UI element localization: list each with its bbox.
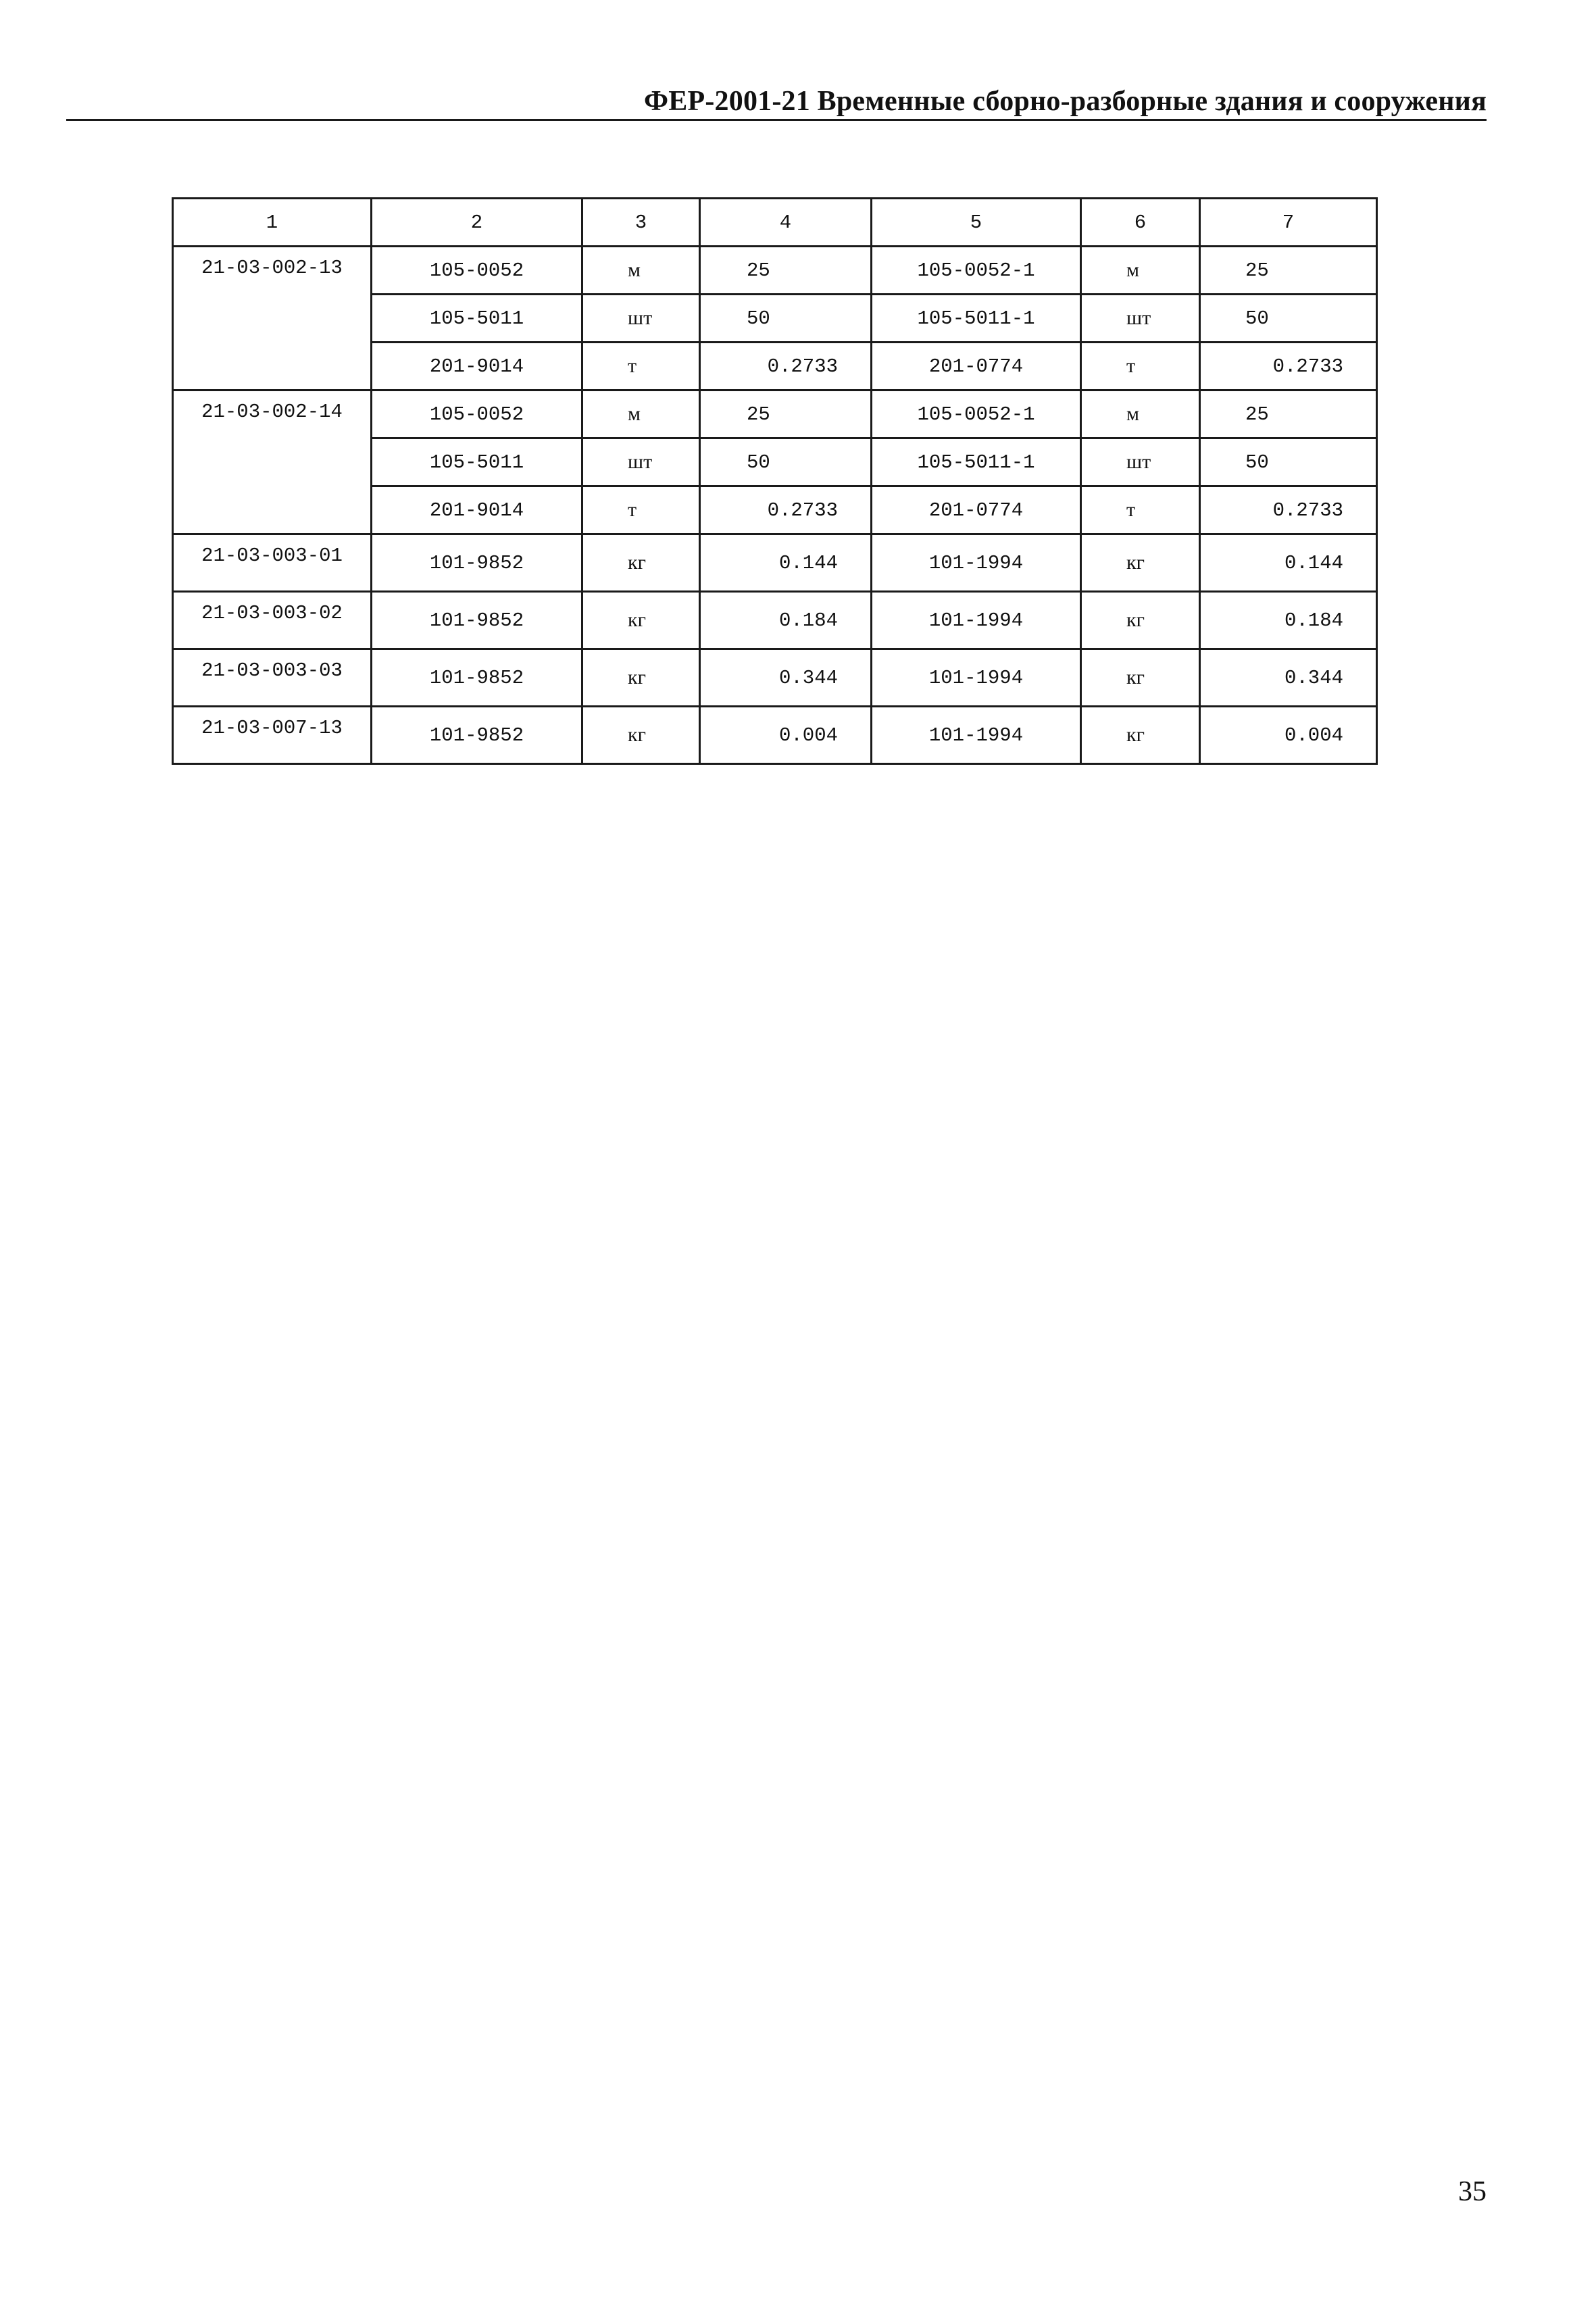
quantity-cell: 50 bbox=[700, 438, 872, 486]
unit-cell bbox=[582, 247, 700, 295]
column-header: 4 bbox=[700, 199, 872, 247]
replacement-unit-cell bbox=[1081, 295, 1200, 343]
replacement-quantity-cell: 0.184 bbox=[1200, 592, 1377, 649]
column-header: 3 bbox=[582, 199, 700, 247]
rate-code-cell: 21-03-003-03 bbox=[173, 649, 372, 707]
replacement-unit-cell bbox=[1081, 649, 1200, 707]
table-row bbox=[173, 247, 1377, 295]
unit-cell bbox=[582, 391, 700, 438]
rate-code-cell: 21-03-003-02 bbox=[173, 592, 372, 649]
table-body bbox=[173, 199, 1377, 764]
unit-label: кг bbox=[628, 665, 646, 688]
replacement-unit-cell bbox=[1081, 247, 1200, 295]
replacement-quantity-cell: 25 bbox=[1200, 391, 1377, 438]
resource-code-cell: 101-9852 bbox=[372, 534, 582, 592]
replacement-code-cell: 105-5011-1 bbox=[872, 438, 1081, 486]
unit-label: кг bbox=[1126, 551, 1145, 574]
column-header: 7 bbox=[1200, 199, 1377, 247]
rate-code-cell: 21-03-007-13 bbox=[173, 707, 372, 764]
unit-label: кг bbox=[628, 723, 646, 746]
unit-label: шт bbox=[1126, 306, 1151, 329]
replacement-unit-cell bbox=[1081, 534, 1200, 592]
resource-code-cell: 101-9852 bbox=[372, 592, 582, 649]
resource-code-cell: 105-0052 bbox=[372, 391, 582, 438]
quantity-cell: 0.144 bbox=[700, 534, 872, 592]
unit-label: кг bbox=[1126, 723, 1145, 746]
rate-code-cell: 21-03-002-14 bbox=[173, 391, 372, 534]
unit-cell bbox=[582, 592, 700, 649]
replacement-code-cell: 101-1994 bbox=[872, 707, 1081, 764]
quantity-cell: 25 bbox=[700, 247, 872, 295]
unit-cell bbox=[582, 707, 700, 764]
column-header: 6 bbox=[1081, 199, 1200, 247]
resource-code-cell: 201-9014 bbox=[372, 343, 582, 391]
quantity-cell: 0.2733 bbox=[700, 343, 872, 391]
unit-cell bbox=[582, 486, 700, 534]
replacement-quantity-cell: 50 bbox=[1200, 295, 1377, 343]
unit-label: шт bbox=[628, 450, 653, 473]
quantity-cell: 50 bbox=[700, 295, 872, 343]
unit-label: т bbox=[1126, 498, 1136, 521]
unit-label: т bbox=[1126, 354, 1136, 377]
replacement-quantity-cell: 50 bbox=[1200, 438, 1377, 486]
page-header bbox=[66, 76, 1487, 121]
unit-label: шт bbox=[1126, 450, 1151, 473]
quantity-cell: 0.2733 bbox=[700, 486, 872, 534]
resource-code-cell: 101-9852 bbox=[372, 649, 582, 707]
rate-code-cell: 21-03-002-13 bbox=[173, 247, 372, 391]
replacement-unit-cell bbox=[1081, 438, 1200, 486]
column-header: 2 bbox=[372, 199, 582, 247]
table-row bbox=[173, 534, 1377, 592]
quantity-cell: 0.004 bbox=[700, 707, 872, 764]
unit-cell bbox=[582, 295, 700, 343]
quantity-cell: 0.344 bbox=[700, 649, 872, 707]
replacement-code-cell: 105-0052-1 bbox=[872, 391, 1081, 438]
quantity-cell: 0.184 bbox=[700, 592, 872, 649]
replacement-code-cell: 105-5011-1 bbox=[872, 295, 1081, 343]
resource-code-cell: 105-5011 bbox=[372, 295, 582, 343]
replacement-unit-cell bbox=[1081, 343, 1200, 391]
unit-label: т bbox=[628, 498, 637, 521]
unit-label: м bbox=[1126, 402, 1139, 425]
table-header-row bbox=[173, 199, 1377, 247]
column-header: 1 bbox=[173, 199, 372, 247]
replacement-code-cell: 201-0774 bbox=[872, 343, 1081, 391]
replacement-quantity-cell: 0.004 bbox=[1200, 707, 1377, 764]
unit-label: кг bbox=[1126, 608, 1145, 631]
replacement-code-cell: 101-1994 bbox=[872, 592, 1081, 649]
unit-cell bbox=[582, 649, 700, 707]
unit-cell bbox=[582, 343, 700, 391]
replacement-quantity-cell: 0.2733 bbox=[1200, 343, 1377, 391]
unit-label: м bbox=[628, 258, 641, 281]
quantity-cell: 25 bbox=[700, 391, 872, 438]
unit-cell bbox=[582, 534, 700, 592]
replacement-code-cell: 105-0052-1 bbox=[872, 247, 1081, 295]
unit-label: кг bbox=[628, 608, 646, 631]
page-number: 35 bbox=[1458, 2176, 1487, 2207]
rate-code-cell: 21-03-003-01 bbox=[173, 534, 372, 592]
table-row bbox=[173, 592, 1377, 649]
replacement-quantity-cell: 0.144 bbox=[1200, 534, 1377, 592]
table-row bbox=[173, 391, 1377, 438]
replacement-code-cell: 101-1994 bbox=[872, 534, 1081, 592]
replacement-unit-cell bbox=[1081, 391, 1200, 438]
unit-label: м bbox=[1126, 258, 1139, 281]
unit-cell bbox=[582, 438, 700, 486]
replacement-code-cell: 101-1994 bbox=[872, 649, 1081, 707]
page-header-title: ФЕР-2001-21 Временные сборно-разборные здания и сооружения bbox=[644, 86, 1487, 117]
resource-code-cell: 105-0052 bbox=[372, 247, 582, 295]
column-header: 5 bbox=[872, 199, 1081, 247]
resource-code-cell: 105-5011 bbox=[372, 438, 582, 486]
resource-replacement-table bbox=[172, 197, 1378, 765]
unit-label: м bbox=[628, 402, 641, 425]
table-row bbox=[173, 707, 1377, 764]
unit-label: т bbox=[628, 354, 637, 377]
replacement-unit-cell bbox=[1081, 592, 1200, 649]
replacement-quantity-cell: 25 bbox=[1200, 247, 1377, 295]
replacement-unit-cell bbox=[1081, 707, 1200, 764]
replacement-quantity-cell: 0.2733 bbox=[1200, 486, 1377, 534]
resource-code-cell: 101-9852 bbox=[372, 707, 582, 764]
unit-label: кг bbox=[1126, 665, 1145, 688]
unit-label: кг bbox=[628, 551, 646, 574]
replacement-quantity-cell: 0.344 bbox=[1200, 649, 1377, 707]
unit-label: шт bbox=[628, 306, 653, 329]
table-row bbox=[173, 649, 1377, 707]
replacement-code-cell: 201-0774 bbox=[872, 486, 1081, 534]
resource-code-cell: 201-9014 bbox=[372, 486, 582, 534]
replacement-unit-cell bbox=[1081, 486, 1200, 534]
